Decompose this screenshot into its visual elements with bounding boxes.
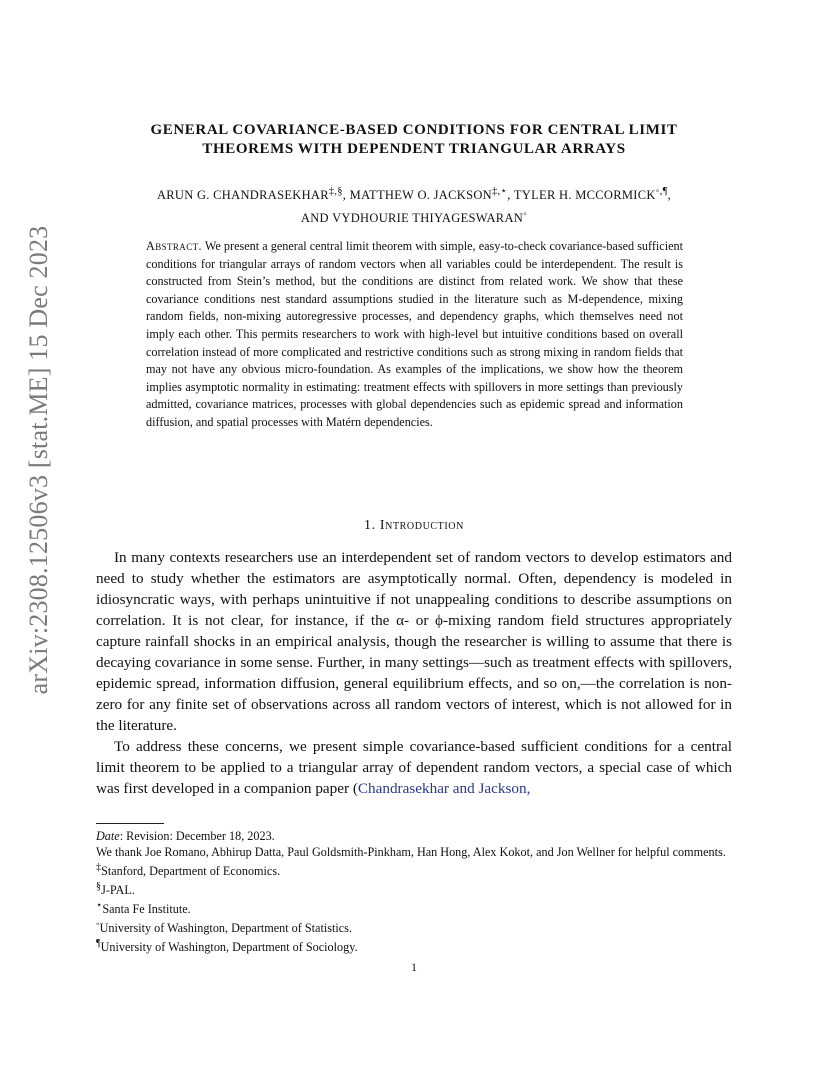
affiliation-mark: § — [96, 881, 102, 893]
affiliation-mark: ‡ — [96, 862, 102, 873]
author-affiliation-marks: ‡,⋆ — [491, 186, 508, 197]
author-line-2 — [96, 205, 732, 228]
author-name: ARUN G. CHANDRASEKHAR — [156, 188, 329, 203]
abstract — [146, 238, 683, 432]
abstract-text: We present a general central limit theorem with simple, easy-to-check covariance-based sufficient conditions for triangular arrays of random vectors when all variables could be interdependent. The result is constructed from Stein’s method, but the conditions are distinct from related work. We show that these covariance conditions nest standard assumptions studied in the literature such as M-dependence, mixing random fields, non-mixing autoregressive processes, and dependency graphs, which themselves need not imply each other. This permits researchers to work with high-level but intuitive conditions based on overall correlation instead of more complicated and restrictive conditions such as strong mixing in random fields that may not have any obvious micro-foundation. As examples of the implications, we show how the theorem implies asymptotic normality in estimating: treatment effects with spillovers in more settings than previously admitted, covariance matrices, processes with global dependencies such as epidemic spread and information diffusion, and spatial processes with Matérn dependencies. — [146, 239, 683, 429]
section-number: 1. — [364, 518, 376, 533]
author-affiliation-marks: ◦,¶ — [655, 186, 668, 197]
author-name: VYDHOURIE THIYAGESWARAN — [332, 211, 524, 226]
author-name: MATTHEW O. JACKSON — [349, 188, 492, 203]
affiliation-text: University of Washington, Department of Statistics. — [99, 921, 352, 936]
affiliation-text: J-PAL. — [101, 883, 135, 898]
footnote-affiliation — [96, 898, 732, 917]
footnote-date-text: : Revision: December 18, 2023. — [119, 829, 275, 843]
author-list — [96, 182, 732, 228]
footnotes — [96, 828, 732, 955]
footnote-affiliation — [96, 879, 732, 898]
arxiv-identifier-stamp — [14, 180, 64, 740]
section-title: Introduction — [379, 518, 464, 533]
affiliation-text: Santa Fe Institute. — [102, 902, 191, 917]
section-heading — [96, 518, 732, 534]
arxiv-identifier-text: arXiv:2308.12506v3 [stat.ME] 15 Dec 2023 — [24, 225, 53, 695]
body-paragraph: In many contexts researchers use an interdependent set of random vectors to develop estimators and need to study whether the estimators are asymptotically normal. Often, dependency is modeled in idiosyncratic ways, with perhaps unintuitive if not unappealing conditions to describe assumptions on correlation. It is not clear, for instance, if the α- or ϕ-mixing random field structures appropriately capture rainfall shocks in an empirical analysis, though the researcher is willing to assume that there is decaying covariance in some sense. Further, in many settings—such as treatment effects with spillovers, epidemic spread, information diffusion, general equilibrium effects, and so on,—the correlation is non-zero for any finite set of observations across all random vectors of interest, which is not allowed for in the literature. — [96, 549, 732, 734]
paper-title — [96, 121, 732, 159]
paper-title-line-1: GENERAL COVARIANCE-BASED CONDITIONS FOR CENTRAL LIMIT — [150, 122, 678, 138]
author-affiliation-marks: ‡,§ — [328, 186, 343, 197]
citation-link[interactable]: Chandrasekhar and Jackson, — [357, 780, 531, 797]
affiliation-mark: ¶ — [96, 938, 101, 950]
affiliation-text: University of Washington, Department of Sociology. — [100, 940, 358, 955]
affiliation-mark: ⋆ — [96, 900, 103, 912]
paper-title-line-2: THEOREMS WITH DEPENDENT TRIANGULAR ARRAYS — [202, 141, 626, 157]
body-paragraph-text: To address these concerns, we present simple covariance-based sufficient conditions for a central limit theorem to be applied to a triangular array of dependent random vectors, a special case of which was first developed in a companion paper ( — [96, 738, 732, 797]
footnote-date-label: Date — [96, 829, 120, 843]
author-affiliation-marks: ◦ — [523, 209, 528, 221]
author-name: TYLER H. MCCORMICK — [513, 188, 656, 203]
footnote-affiliation — [96, 936, 732, 955]
affiliation-mark: ◦ — [96, 919, 100, 931]
author-line-1: ARUN G. CHANDRASEKHAR‡,§, MATTHEW O. JACKSON‡,⋆, TYLER H. MCCORMICK◦,¶, — [156, 186, 672, 203]
abstract-label: Abstract. — [146, 239, 202, 253]
affiliation-text: Stanford, Department of Economics. — [101, 864, 281, 879]
author-conjunction: AND — [300, 211, 333, 226]
footnote-divider — [96, 823, 164, 824]
body-paragraph — [96, 736, 732, 799]
body-text — [96, 547, 732, 799]
footnote-thanks: We thank Joe Romano, Abhirup Datta, Paul Goldsmith-Pinkham, Han Hong, Alex Kokot, and Jon Wellner for helpful comments. — [96, 845, 726, 859]
footnote-date — [96, 828, 732, 844]
page-number: 1 — [411, 960, 417, 974]
footnote-affiliation — [96, 860, 732, 879]
footnote-affiliation — [96, 917, 732, 936]
